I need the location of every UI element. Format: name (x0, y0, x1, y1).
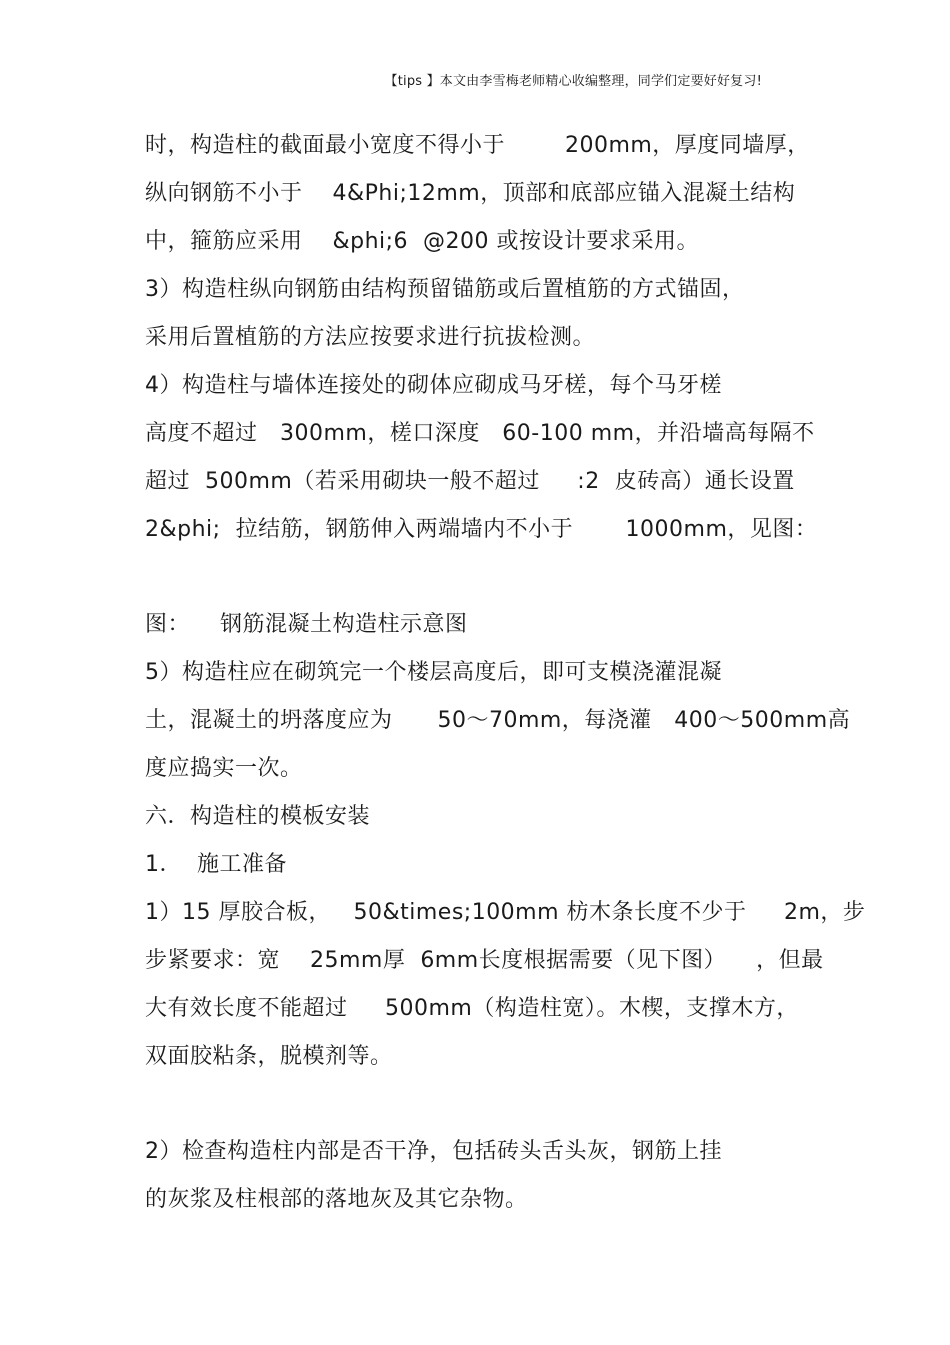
text-line: 高度不超过 300mm，槎口深度 60-100 mm，并沿墙高每隔不 (145, 421, 815, 446)
text-line: 采用后置植筋的方法应按要求进行抗拔检测。 (145, 325, 596, 350)
text-line: 超过 500mm（若采用砌块一般不超过 :2 皮砖高）通长设置 (145, 469, 795, 494)
text-line: 4）构造柱与墙体连接处的砌体应砌成马牙槎，每个马牙槎 (145, 373, 722, 398)
figure-caption: 图： 钢筋混凝土构造柱示意图 (145, 612, 468, 637)
text-line: 度应捣实一次。 (145, 756, 303, 781)
text-line: 1）15 厚胶合板， 50&times;100mm 枋木条长度不少于 2m，步 (145, 900, 866, 925)
section-heading: 六．构造柱的模板安装 (145, 804, 371, 829)
header-tips: 【tips 】本文由李雪梅老师精心收编整理，同学们定要好好复习! (384, 74, 762, 89)
subsection-heading: 1． 施工准备 (145, 852, 287, 877)
text-line: 大有效长度不能超过 500mm（构造柱宽）。木楔，支撑木方， (145, 996, 799, 1021)
text-line: 中，箍筋应采用 &phi;6 @200 或按设计要求采用。 (145, 229, 700, 254)
text-line: 2&phi; 拉结筋，钢筋伸入两端墙内不小于 1000mm，见图： (145, 517, 818, 542)
text-line: 双面胶粘条，脱模剂等。 (145, 1044, 393, 1069)
text-line: 2）检查构造柱内部是否干净，包括砖头舌头灰，钢筋上挂 (145, 1139, 722, 1164)
text-line: 纵向钢筋不小于 4&Phi;12mm，顶部和底部应锚入混凝土结构 (145, 181, 796, 206)
text-line: 5）构造柱应在砌筑完一个楼层高度后，即可支模浇灌混凝 (145, 660, 722, 685)
text-line: 步紧要求：宽 25mm厚 6mm长度根据需要（见下图） ，但最 (145, 948, 824, 973)
text-line: 3）构造柱纵向钢筋由结构预留锚筋或后置植筋的方式锚固， (145, 277, 745, 302)
text-line: 土，混凝土的坍落度应为 50～70mm，每浇灌 400～500mm高 (145, 708, 851, 733)
text-line: 时，构造柱的截面最小宽度不得小于 200mm，厚度同墙厚， (145, 133, 810, 158)
text-line: 的灰浆及柱根部的落地灰及其它杂物。 (145, 1187, 528, 1212)
